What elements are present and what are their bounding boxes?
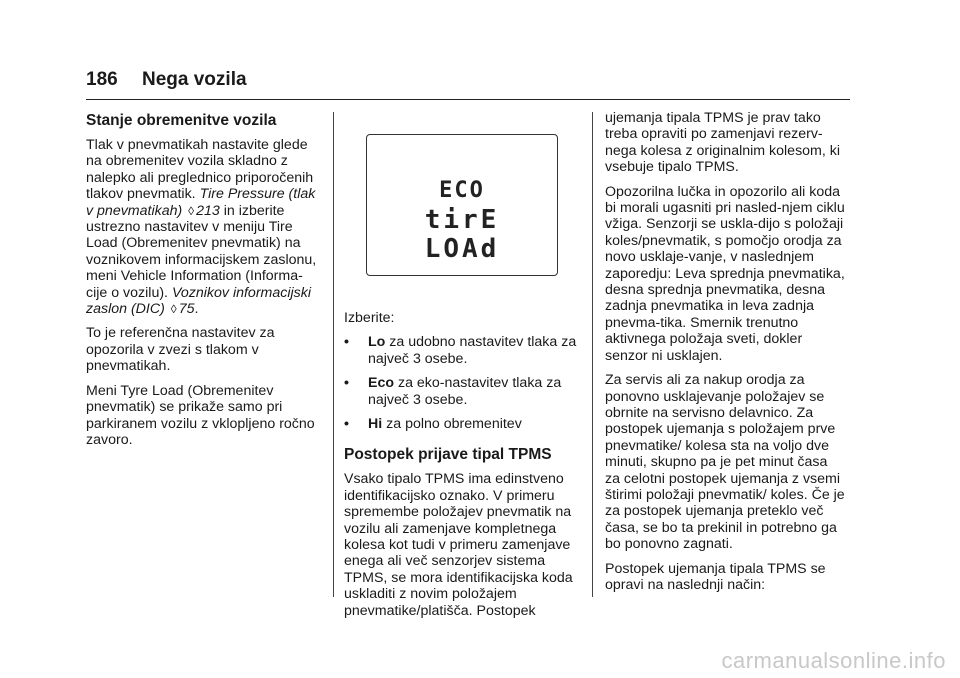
cross-reference-link[interactable]: Voznikov informacijski zaslon (DIC): [86, 284, 311, 318]
left-column: [86, 112, 324, 456]
paragraph: Tlak v pnevmatikah nastavite glede na obremenitev vozila skladno z nalepko ali preglednico priporočenih tlakov pnevmatik. Tire Pressure (tlak v pnevmatikah) ◊ 213 in izberite ustrezno nastavitev v meniju Tire Load (Obremenitev pnevmatik) na voznikovem informacijskem zaslonu, meni Vehicle Information (Informa-cije o vozilu). Voznikov informacijski zaslon (DIC) ◊ 75.: [86, 137, 317, 318]
column-divider: [333, 112, 334, 597]
list-item: • Lo za udobno nastavitev tlaka za največ 3 osebe.: [344, 334, 577, 367]
page-ref-icon: ◊: [170, 302, 177, 317]
bullet-icon: •: [344, 334, 349, 351]
list-item: • Eco za eko-nastavitev tlaka za največ 3 osebe.: [344, 375, 562, 408]
bullet-icon: •: [344, 375, 349, 392]
page-ref-number[interactable]: 75: [178, 301, 195, 318]
cross-reference-link[interactable]: Tire Pressure (tlak v pnevmatikah): [86, 186, 316, 219]
display-line-eco: ECO: [439, 178, 485, 203]
paragraph: Meni Tyre Load (Obremenitev pnevmatik) se prikaže samo pri parkiranem vozilu z vkloplјeno ročno zavoro.: [86, 382, 315, 448]
bullet-icon: •: [344, 416, 349, 433]
option-term: Lo: [368, 334, 386, 351]
dic-display-figure: [366, 134, 558, 276]
paragraph: Postopek ujemanja tipala TPMS se opravi na naslednji način:: [605, 560, 826, 593]
column-divider: [592, 112, 593, 597]
page-header: [86, 69, 850, 100]
display-line-tire: tirE: [424, 205, 500, 235]
option-term: Eco: [368, 375, 395, 392]
display-line-load: LOAd: [424, 234, 500, 264]
lcd-display-icon: [367, 135, 557, 275]
page-title: Nega vozila: [142, 69, 247, 90]
page-number: 186: [86, 69, 118, 90]
middle-column: [344, 134, 580, 627]
section-heading: Stanje obremenitve vozila: [86, 112, 277, 129]
option-term: Hi: [368, 416, 383, 433]
right-column: [605, 110, 845, 601]
page-ref-icon: ◊: [188, 203, 195, 218]
paragraph: Opozorilna lučka in opozorilo ali koda bi morali ugasniti pri nasled-njem ciklu vžiga. Senzorji se uskla-dijo s položaji koles/pnevmatik, s pomočjo orodja za novo usklaje-vanje, v naslednjem zaporedju: Leva sprednja pnevmatika, desna sprednja pnevmatika, desna zadnja pnevmatika in leva zadnja pnevma-tika. Smernik trenutno aktivnega položaja sveti, dokler senzor ni usklajen.: [605, 183, 845, 364]
watermark: carmanualsonline.info: [721, 648, 946, 673]
paragraph: Vsako tipalo TPMS ima edinstveno identifikacijsko oznako. V primeru spremembe položajev pnevmatik na vozilu ali zamenjave kompletnega kolesa kot tudi v primeru zamenjave enega ali več senzorjev sistema TPMS, se mora identifikacijska koda uskladiti z novim položajem pnevmatike/platišča. Postopek: [344, 471, 573, 619]
select-label: Izberite:: [344, 310, 395, 326]
section-heading: Postopek prijave tipal TPMS: [344, 446, 552, 464]
paragraph: Za servis ali za nakup orodja za ponovno usklajevanje položajev se obrnite na servisno delavnico. Za postopek ujemanja s položajem prve pnevmatike/ kolesa sta na voljo dve minuti, skupno pa je pet minut časa za celotni postopek ujemanja z vsemi štirimi položaji pnevmatik/ koles. Če je za postopek ujemanja preteklo več časa, se bo ta prekinil in potrebno ga bo ponovno zagnati.: [605, 372, 845, 553]
paragraph: ujemanja tipala TPMS je prav tako treba opraviti po zamenjavi rezerv-nega kolesa z originalnim kolesom, ki vsebuje tipalo TPMS.: [605, 110, 840, 176]
list-item: • Hi za polno obremenitev: [344, 416, 522, 433]
page-ref-number[interactable]: 213: [196, 202, 220, 219]
paragraph: To je referenčna nastavitev za opozorila v zvezi s tlakom v pnevmatikah.: [86, 325, 275, 375]
